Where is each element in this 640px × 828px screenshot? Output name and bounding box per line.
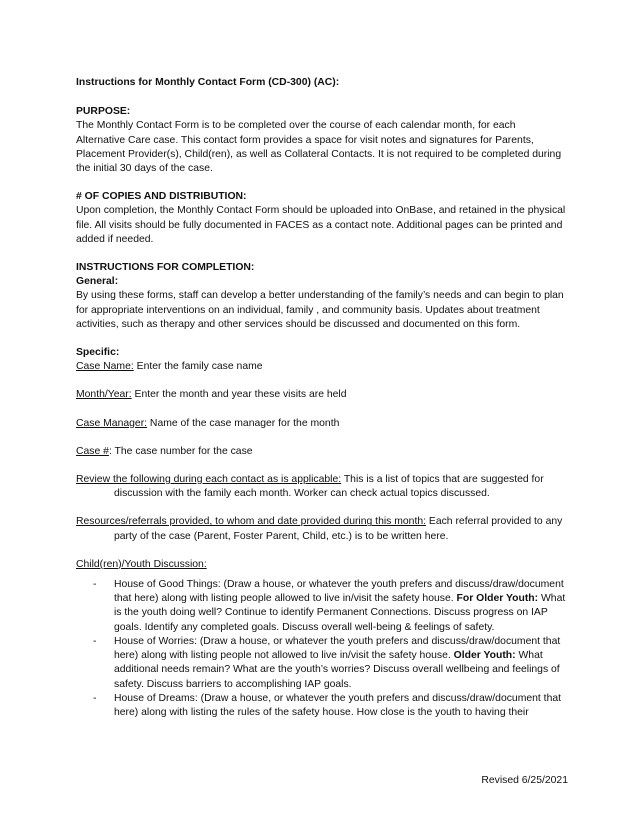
month-year-item <box>76 388 566 402</box>
case-name-text: Enter the family case name <box>133 361 263 373</box>
case-manager-text: Name of the case manager for the month <box>147 417 340 429</box>
case-manager-label: Case Manager: <box>76 417 148 429</box>
purpose-text: The Monthly Contact Form is to be completed over the course of each calendar month, for each Alternative Care case. This contact form provides a space for visit notes and signatures for Parents, Placement Provider(s), Child(ren), as well as Collateral Contacts. It is not required to be completed during the initial 30 days of the case. <box>76 120 562 175</box>
copies-heading: # OF COPIES AND DISTRIBUTION: <box>76 191 247 203</box>
youth-discussion-list <box>76 578 566 720</box>
specific-heading: Specific: <box>76 347 120 359</box>
case-number-text: : The case number for the case <box>108 445 253 457</box>
month-year-text: Enter the month and year these visits are held <box>131 389 347 401</box>
case-number-label: Case # <box>76 445 109 457</box>
list-item: - House of Worries: (Draw a house, or whatever the youth prefers and discuss/draw/document that here) along with listing people not allowed to live in/visit the safety house. Older Youth: What additional needs remain? What are the youth’s worries? Discuss overall wellbeing and feelings of safety. Discuss barriers to accomplishing IAP goals. <box>93 635 561 690</box>
review-text: This is a list of topics that are suggested for discussion with the family each month. Worker can check actual topics discussed. <box>114 474 544 500</box>
list-item: - House of Dreams: (Draw a house, or whatever the youth prefers and discuss/draw/document that here) along with listing the rules of the safety house. How close is the youth to having their <box>93 692 562 718</box>
purpose-heading: PURPOSE: <box>76 106 131 118</box>
resources-text: Each referral provided to any party of the case (Parent, Foster Parent, Child, etc.) is to be written here. <box>114 516 563 542</box>
document-page <box>76 76 566 720</box>
case-name-label: Case Name: <box>76 361 134 373</box>
case-manager-item <box>76 417 566 431</box>
case-name-item <box>76 360 566 374</box>
review-label: Review the following during each contact as is applicable: <box>76 474 342 486</box>
case-number-item <box>76 445 566 459</box>
month-year-label: Month/Year: <box>76 389 132 401</box>
resources-label: Resources/referrals provided, to whom and date provided during this month: <box>76 516 427 528</box>
resources-item <box>76 515 566 543</box>
instructions-heading: INSTRUCTIONS FOR COMPLETION: <box>76 262 255 274</box>
general-heading: General: <box>76 276 119 288</box>
youth-discussion-heading: Child(ren)/Youth Discussion: <box>76 558 207 570</box>
document-title: Instructions for Monthly Contact Form (CD-300) (AC): <box>76 77 340 88</box>
general-text: By using these forms, staff can develop a better understanding of the family’s needs and can begin to plan for appropriate interventions on an individual, family , and community basis. Updates about treatment activities, such as therapy and other services should be discussed and documented on this form. <box>76 290 564 330</box>
revision-date: Revised 6/25/2021 <box>481 775 568 786</box>
copies-text: Upon completion, the Monthly Contact Form should be uploaded into OnBase, and retained in the physical file. All visits should be fully documented in FACES as a contact note. Additional pages can be printed and added if needed. <box>76 205 566 245</box>
list-item: - House of Good Things: (Draw a house, or whatever the youth prefers and discuss/draw/document that here) along with listing people allowed to live in/visit the safety house. For Older Youth: What is the youth doing well? Continue to identify Permanent Connections. Discuss progress on IAP goals. Identify any completed goals. Discuss overall well-being & feelings of safety. <box>93 579 566 633</box>
review-item <box>76 473 566 501</box>
